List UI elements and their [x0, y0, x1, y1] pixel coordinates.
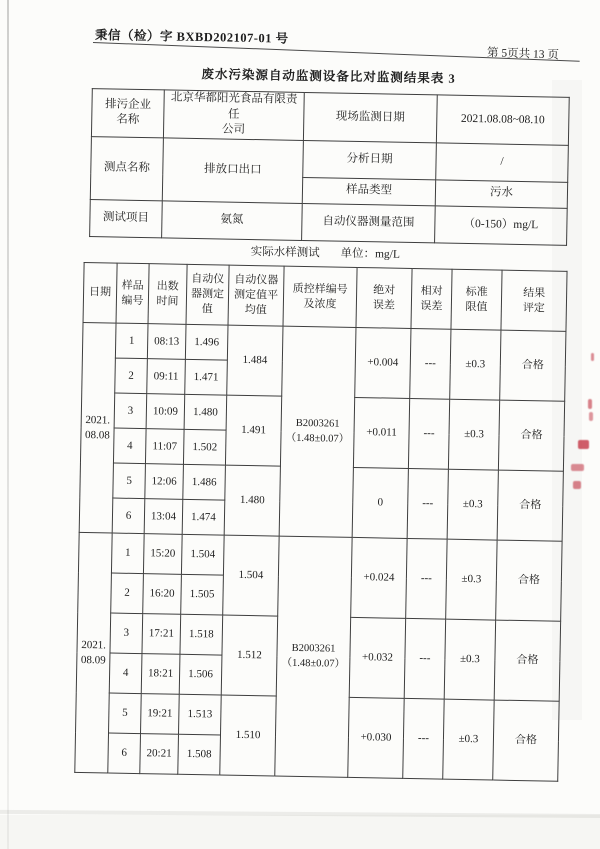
col-header-limit: 标准 限值: [451, 269, 502, 330]
range-label: 自动仪器测量范围: [302, 203, 436, 242]
sample-no-cell: 2: [111, 573, 144, 614]
col-header-qc: 质控样编号 及浓度: [283, 266, 357, 327]
range-value: （0-150）mg/L: [435, 205, 568, 244]
time-cell: 18:21: [141, 654, 180, 695]
avg-cell: 1.510: [220, 695, 276, 776]
info-table: [89, 88, 570, 245]
rel-error-cell: ---: [403, 698, 444, 779]
sample-no-cell: 5: [113, 463, 146, 499]
qc-sample-cell: B2003261 （1.48±0.07）: [279, 326, 356, 537]
value-cell: 1.486: [183, 464, 226, 500]
sample-type-label: 样品类型: [302, 177, 435, 205]
time-cell: 11:07: [145, 429, 184, 465]
results-table: [74, 262, 567, 782]
col-header-abs-err: 绝对 误差: [356, 267, 412, 328]
table-row: [91, 89, 569, 145]
enterprise-label: 排污企业 名称: [91, 89, 164, 138]
abs-error-cell: +0.004: [355, 327, 411, 398]
value-cell: 1.505: [181, 574, 224, 615]
document-sheet: [74, 24, 571, 823]
result-cell: 合格: [496, 540, 562, 621]
sample-no-cell: 6: [112, 498, 145, 534]
section-title: 实际水样测试: [250, 246, 320, 260]
avg-cell: 1.491: [225, 395, 281, 466]
document-number: 秉信（检）字 BXBD202107-01 号: [94, 28, 289, 46]
result-cell: 合格: [493, 700, 559, 781]
result-cell: 合格: [497, 470, 563, 541]
unit-label: 单位：mg/L: [340, 247, 401, 261]
time-cell: 17:21: [142, 614, 181, 655]
value-cell: 1.480: [184, 394, 227, 430]
limit-cell: ±0.3: [444, 619, 495, 700]
stamp-remnant-mark: [578, 440, 589, 449]
avg-cell: 1.480: [224, 465, 280, 536]
abs-error-cell: +0.032: [349, 617, 405, 698]
sample-no-cell: 1: [115, 323, 148, 359]
rel-error-cell: ---: [408, 398, 449, 469]
col-header-avg: 自动仪器 测定值平 均值: [228, 265, 284, 326]
table-row: [91, 136, 569, 182]
value-cell: 1.496: [185, 324, 228, 360]
enterprise-value: 北京华都阳光食品有限责任 公司: [163, 90, 304, 140]
stamp-remnant-mark: [571, 464, 584, 471]
value-cell: 1.471: [185, 359, 228, 395]
value-cell: 1.518: [180, 614, 223, 655]
avg-cell: 1.512: [221, 615, 277, 696]
monitor-date-label: 现场监测日期: [303, 92, 437, 142]
monitor-date-value: 2021.08.08~08.10: [436, 95, 569, 145]
paper-left-edge: [7, 0, 9, 849]
abs-error-cell: 0: [352, 467, 408, 538]
sample-no-cell: 5: [109, 693, 142, 734]
col-header-date: 日期: [83, 262, 117, 323]
rel-error-cell: ---: [406, 538, 447, 619]
stamp-remnant-mark: [589, 412, 593, 421]
point-value: 排放口出口: [162, 137, 303, 203]
qc-sample-cell: B2003261 （1.48±0.07）: [275, 536, 352, 777]
abs-error-cell: +0.024: [351, 537, 407, 618]
sample-type-value: 污水: [435, 179, 567, 207]
rel-error-cell: ---: [407, 468, 448, 539]
avg-cell: 1.504: [223, 535, 279, 616]
table-row: [90, 199, 568, 245]
limit-cell: ±0.3: [450, 329, 501, 400]
time-cell: 19:21: [141, 694, 180, 735]
limit-cell: ±0.3: [447, 469, 498, 540]
limit-cell: ±0.3: [446, 539, 497, 620]
sample-no-cell: 2: [115, 358, 148, 394]
value-cell: 1.502: [183, 429, 226, 465]
analysis-date-label: 分析日期: [303, 140, 437, 179]
value-cell: 1.513: [178, 694, 221, 735]
sample-no-cell: 3: [114, 393, 147, 429]
col-header-sample-no: 样品 编号: [116, 263, 149, 324]
rel-error-cell: ---: [410, 328, 451, 399]
abs-error-cell: +0.030: [348, 697, 404, 778]
page-title: 废水污染源自动监测设备比对监测结果表 3: [201, 67, 456, 86]
time-cell: 10:09: [146, 394, 185, 430]
stamp-remnant-mark: [573, 481, 581, 489]
sample-no-cell: 3: [110, 613, 143, 654]
value-cell: 1.508: [178, 734, 221, 775]
time-cell: 20:21: [140, 734, 179, 775]
rel-error-cell: ---: [404, 618, 445, 699]
point-label: 测点名称: [90, 136, 163, 200]
value-cell: 1.506: [179, 654, 222, 695]
date-cell: 2021. 08.08: [79, 322, 116, 533]
col-header-rel-err: 相对 误差: [411, 268, 452, 329]
avg-cell: 1.484: [227, 325, 283, 396]
result-cell: 合格: [494, 620, 560, 701]
stamp-remnant-mark: [588, 399, 592, 409]
test-item-value: 氨氮: [162, 200, 303, 240]
col-header-time: 出数 时间: [148, 264, 187, 325]
time-cell: 09:11: [147, 359, 186, 395]
sample-no-cell: 4: [113, 428, 146, 464]
page-indicator: 第 5页共 13 页: [486, 47, 560, 62]
time-cell: 16:20: [143, 574, 182, 615]
analysis-date-value: /: [436, 142, 569, 181]
test-item-label: 测试项目: [90, 199, 163, 237]
value-cell: 1.474: [182, 499, 225, 535]
header-row: [83, 262, 567, 331]
time-cell: 15:20: [143, 534, 182, 575]
value-cell: 1.504: [181, 534, 224, 575]
abs-error-cell: +0.011: [353, 397, 409, 468]
result-cell: 合格: [498, 400, 564, 471]
col-header-value: 自动仪 器测定 值: [186, 264, 229, 325]
sample-no-cell: 4: [109, 653, 142, 694]
time-cell: 13:04: [144, 499, 183, 535]
sample-no-cell: 1: [111, 533, 144, 574]
result-cell: 合格: [500, 330, 566, 401]
date-cell: 2021. 08.09: [75, 532, 112, 773]
limit-cell: ±0.3: [448, 399, 499, 470]
time-cell: 08:13: [147, 324, 186, 360]
stamp-remnant-mark: [591, 353, 594, 361]
col-header-result: 结果 评定: [501, 270, 567, 331]
sample-no-cell: 6: [108, 733, 141, 774]
limit-cell: ±0.3: [443, 699, 494, 780]
time-cell: 12:06: [145, 464, 184, 500]
